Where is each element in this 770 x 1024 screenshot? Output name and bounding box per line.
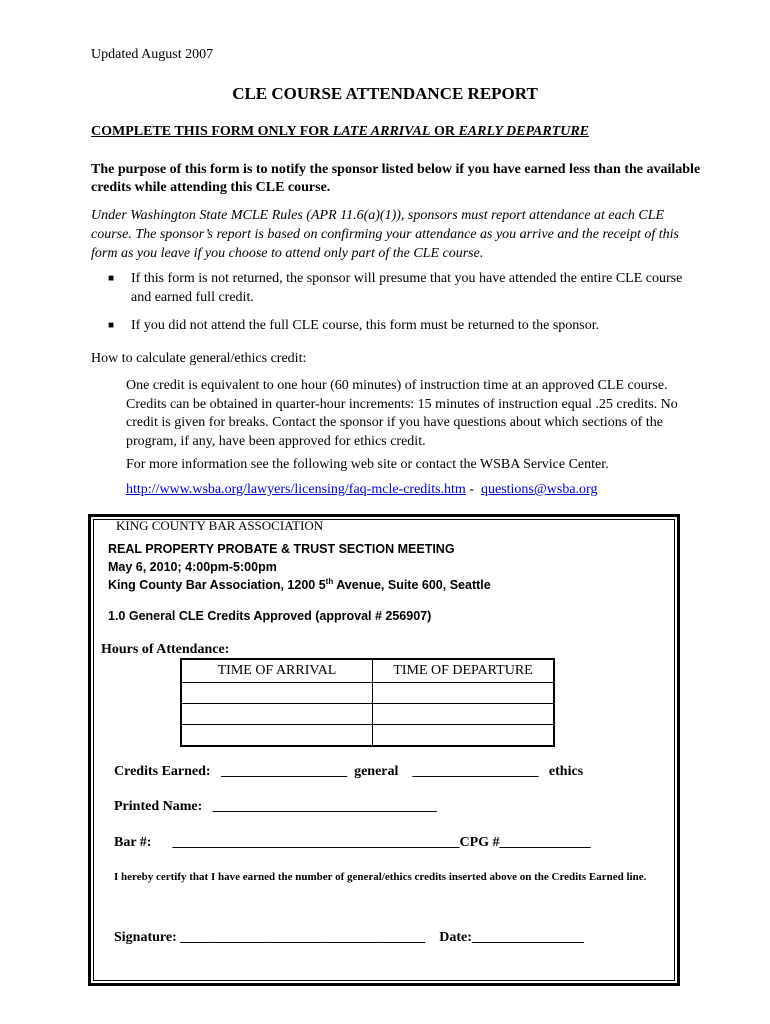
bar-number-field[interactable]: _________________________________________: [172, 835, 460, 850]
table-row: [181, 683, 554, 704]
faq-link[interactable]: http://www.wsba.org/lawyers/licensing/faq-mcle-credits.htm: [126, 482, 466, 497]
date-label: Date:: [439, 930, 472, 945]
date-field[interactable]: ________________: [471, 930, 584, 945]
event-name: REAL PROPERTY PROBATE & TRUST SECTION MEETING: [108, 542, 455, 556]
arrival-time-field[interactable]: [181, 704, 373, 725]
link-separator: -: [465, 482, 481, 497]
contact-links: [126, 482, 597, 498]
general-label: general: [354, 764, 399, 779]
howto-heading: How to calculate general/ethics credit:: [91, 351, 307, 366]
credit-explanation: One credit is equivalent to one hour (60 minutes) of instruction time at an approved CLE course. Credits can be obtained in quarter-hour increments: 15 minutes of instruction equal .25 credits. No credit is given for breaks. Contact the sponsor if you have questions about which sections of the program, if any, have been approved for ethics credit.: [126, 378, 678, 449]
general-credits-field[interactable]: __________________: [221, 764, 348, 779]
hours-of-attendance-label: Hours of Attendance:: [101, 642, 230, 657]
credits-approved: 1.0 General CLE Credits Approved (approval # 256907): [108, 609, 432, 623]
early-departure-text: EARLY DEPARTURE: [458, 124, 589, 139]
complete-instruction: [91, 124, 589, 140]
bullet-icon: ■: [108, 320, 115, 331]
location-ordinal: th: [325, 577, 334, 586]
printed-name-label: Printed Name:: [114, 799, 203, 814]
signature-field[interactable]: ___________________________________: [180, 930, 426, 945]
signature-line: [114, 930, 584, 946]
table-row: [181, 704, 554, 725]
cpg-label: CPG #: [459, 835, 500, 850]
event-location: [108, 577, 491, 592]
printed-name-field[interactable]: ________________________________: [212, 799, 437, 814]
complete-prefix: COMPLETE THIS FORM ONLY FOR: [91, 124, 333, 139]
purpose-statement: The purpose of this form is to notify the sponsor listed below if you have earned less than the available credits while attending this CLE course.: [91, 162, 701, 195]
attendance-time-table: [180, 658, 555, 747]
bullet-icon: ■: [108, 273, 115, 284]
certification-statement: I hereby certify that I have earned the number of general/ethics credits inserted above on the Credits Earned line.: [114, 871, 647, 883]
bar-number-label: Bar #:: [114, 835, 152, 850]
or-text: OR: [430, 124, 459, 139]
departure-column-header: TIME OF DEPARTURE: [373, 659, 555, 683]
event-date: May 6, 2010; 4:00pm-5:00pm: [108, 560, 277, 574]
email-link[interactable]: questions@wsba.org: [480, 482, 598, 497]
bullet-text-2: If you did not attend the full CLE course, this form must be returned to the sponsor.: [131, 318, 600, 333]
arrival-time-field[interactable]: [181, 683, 373, 704]
departure-time-field[interactable]: [373, 704, 555, 725]
ethics-credits-field[interactable]: __________________: [412, 764, 539, 779]
sponsor-name: KING COUNTY BAR ASSOCIATION: [116, 518, 324, 533]
printed-name-line: [114, 799, 437, 815]
bullet-text-1: If this form is not returned, the sponsor will presume that you have attended the entire CLE course and earned full credit.: [131, 271, 683, 305]
cpg-field[interactable]: _____________: [499, 835, 591, 850]
credits-earned-label: Credits Earned:: [114, 764, 211, 779]
departure-time-field[interactable]: [373, 725, 555, 747]
updated-date: Updated August 2007: [91, 47, 214, 62]
location-street: King County Bar Association, 1200 5: [108, 578, 326, 593]
late-arrival-text: LATE ARRIVAL: [332, 124, 431, 139]
more-info-text: For more information see the following web site or contact the WSBA Service Center.: [126, 457, 609, 472]
mcle-rules-text: Under Washington State MCLE Rules (APR 11.6(a)(1)), sponsors must report attendance at each CLE course. The sponsor’s report is based on confirming your attendance as you arrive and the receipt of this form as you leave if you choose to attend only part of the CLE course.: [91, 208, 679, 261]
arrival-time-field[interactable]: [181, 725, 373, 747]
location-rest: Avenue, Suite 600, Seattle: [333, 578, 491, 593]
bar-number-line: [114, 835, 591, 851]
arrival-column-header: TIME OF ARRIVAL: [181, 659, 373, 683]
ethics-label: ethics: [548, 764, 584, 779]
signature-label: Signature:: [114, 930, 177, 945]
departure-time-field[interactable]: [373, 683, 555, 704]
credits-earned-line: [114, 764, 583, 780]
table-row: [181, 725, 554, 747]
page-title: CLE COURSE ATTENDANCE REPORT: [232, 84, 538, 103]
